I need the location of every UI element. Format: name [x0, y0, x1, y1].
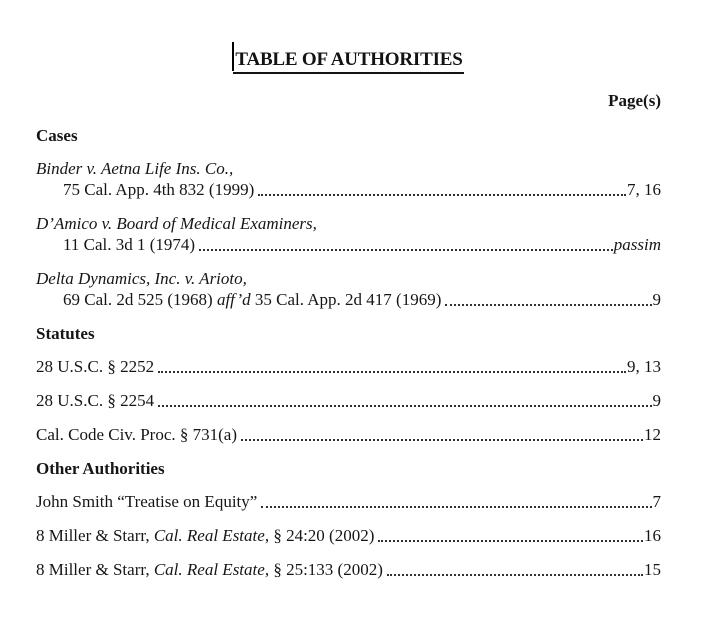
page-reference: 9 [652, 391, 661, 410]
dot-leader [241, 439, 643, 441]
dot-leader [158, 405, 651, 407]
toa-entry [36, 213, 661, 255]
citation-text: 8 Miller & Starr, Cal. Real Estate, § 25:133 (2002) [36, 560, 383, 579]
case-name: Binder v. Aetna Life Ins. Co., [36, 159, 234, 178]
dot-leader [387, 574, 643, 576]
text-cursor[interactable] [232, 42, 234, 71]
citation-line [36, 491, 661, 512]
dot-leader [261, 506, 651, 508]
citation-line [36, 424, 661, 445]
case-name: D’Amico v. Board of Medical Examiners, [36, 214, 317, 233]
toa-sections [36, 125, 661, 580]
citation-text: 28 U.S.C. § 2254 [36, 391, 155, 410]
dot-leader [445, 304, 651, 306]
dot-leader [378, 540, 643, 542]
citation-line [36, 390, 661, 411]
page-title-text: TABLE OF AUTHORITIES [235, 49, 463, 70]
citation-text: Cal. Code Civ. Proc. § 731(a) [36, 425, 237, 444]
title-row [36, 49, 661, 74]
section-heading: Other Authorities [36, 459, 165, 478]
citation-text: 75 Cal. App. 4th 832 (1999) [63, 180, 255, 199]
citation-text: 11 Cal. 3d 1 (1974) [63, 235, 196, 254]
citation-text: John Smith “Treatise on Equity” [36, 492, 258, 511]
citation-line [36, 525, 661, 546]
toa-entry [36, 559, 661, 580]
toa-entry [36, 390, 661, 411]
page-reference: 9, 13 [627, 357, 661, 376]
case-name: Delta Dynamics, Inc. v. Arioto, [36, 269, 247, 288]
section-entries [36, 491, 661, 580]
section-heading: Cases [36, 126, 78, 145]
citation-text: 8 Miller & Starr, Cal. Real Estate, § 24:20 (2002) [36, 526, 375, 545]
toa-section [36, 125, 661, 310]
section-entries [36, 356, 661, 445]
citation-line [36, 234, 661, 255]
page-reference: 12 [644, 425, 661, 444]
toa-section [36, 458, 661, 580]
section-heading: Statutes [36, 324, 95, 343]
toa-entry [36, 268, 661, 310]
dot-leader [158, 371, 626, 373]
page-reference: 7 [652, 492, 661, 511]
citation-text: 69 Cal. 2d 525 (1968) aff’d 35 Cal. App. 2d 417 (1969) [63, 290, 442, 309]
page-reference: 15 [644, 560, 661, 579]
toa-entry [36, 491, 661, 512]
dot-leader [199, 249, 613, 251]
citation-line [36, 356, 661, 377]
citation-line [36, 289, 661, 310]
toa-entry [36, 356, 661, 377]
page-reference: 9 [652, 290, 661, 309]
section-entries [36, 158, 661, 310]
page-reference: 16 [644, 526, 661, 545]
toa-section [36, 323, 661, 445]
citation-line [36, 179, 661, 200]
page-reference: 7, 16 [627, 180, 661, 199]
page-title [233, 49, 463, 74]
toa-entry [36, 424, 661, 445]
citation-line [36, 559, 661, 580]
toa-entry [36, 525, 661, 546]
toa-entry [36, 158, 661, 200]
citation-text: 28 U.S.C. § 2252 [36, 357, 155, 376]
dot-leader [258, 194, 626, 196]
page-reference: passim [613, 235, 661, 254]
page-column-label: Page(s) [608, 91, 661, 110]
